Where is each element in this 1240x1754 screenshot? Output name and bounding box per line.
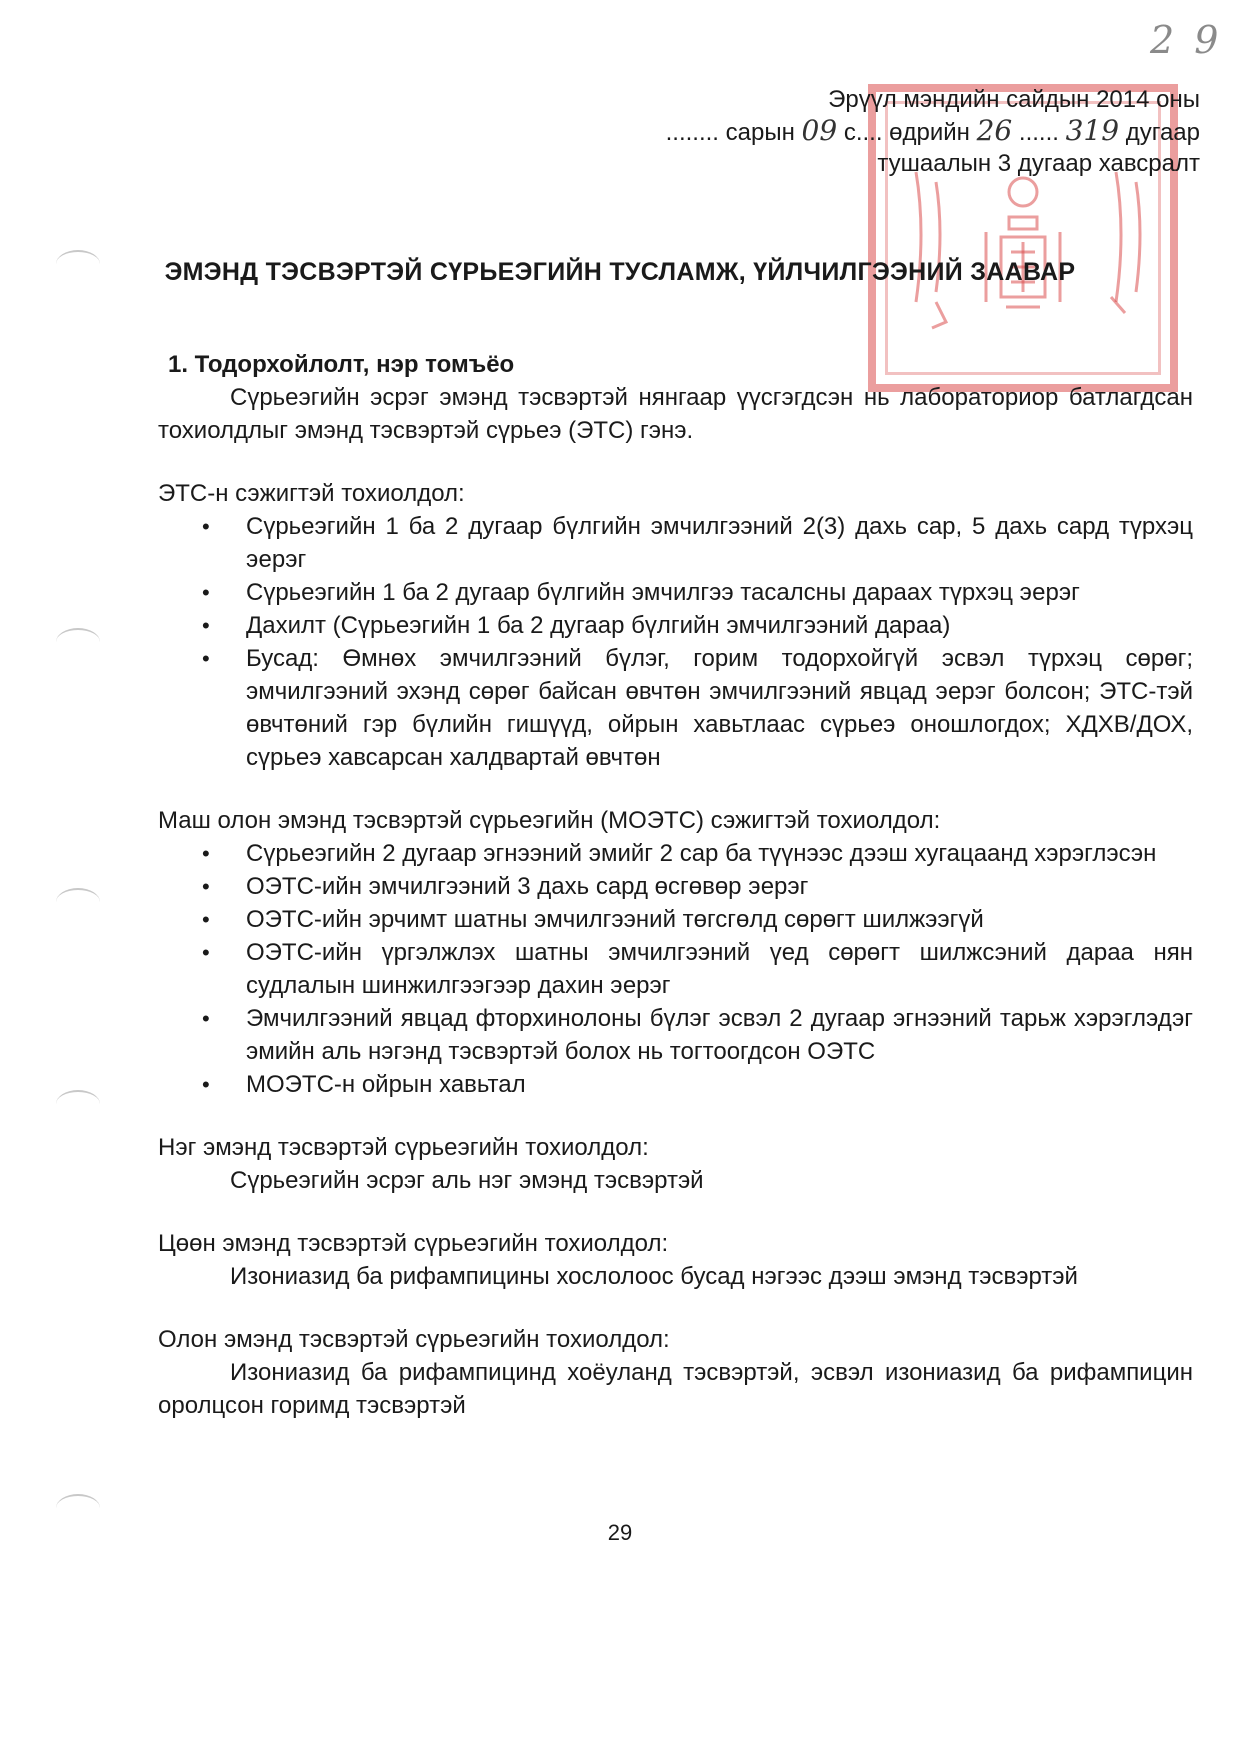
page-number: 29 (607, 1520, 633, 1545)
list-item: • Бусад: Өмнөх эмчилгээний бүлэг, горим тодорхойгүй эсвэл түрхэц сөрөг; эмчилгээний эхэнд сөрөг байсан өвчтөн эмчилгээний явцад эерэг болсон; ЭТС-тэй өвчтөний гэр бүлийн гишүүд, ойрын хавьтлаас сүрьеэ оношлогдох; ХДХВ/ДОХ, сүрьеэ хавсарсан халдвартай өвчтөн (246, 642, 1193, 774)
scan-punch-mark (56, 1494, 100, 1522)
scan-punch-mark (56, 888, 100, 916)
mdr-label: Олон эмэнд тэсвэртэй сүрьеэгийн тохиолдол: (158, 1326, 670, 1353)
list-item: • Сүрьеэгийн 1 ба 2 дугаар бүлгийн эмчилгээ тасалсны дараах түрхэц эерэг (246, 576, 1193, 609)
list-item: • Сүрьеэгийн 1 ба 2 дугаар бүлгийн эмчилгээний 2(3) дахь сар, 5 дахь сард түрхэц эерэг (246, 510, 1193, 576)
list-item: • ОЭТС-ийн эрчимт шатны эмчилгээний төгсгөлд сөрөгт шилжээгүй (246, 903, 1193, 936)
mono-resistant-text: Сүрьеэгийн эсрэг аль нэг эмэнд тэсвэртэй (230, 1167, 704, 1194)
list-item: • Сүрьеэгийн 2 дугаар эгнээний эмийг 2 сар ба түүнээс дээш хугацаанд хэрэглэсэн (246, 837, 1193, 870)
header-number-label: дугаар (1125, 119, 1200, 146)
list-item: • ОЭТС-ийн эмчилгээний 3 дахь сард өсгөвөр эерэг (246, 870, 1193, 903)
handwritten-page-number: 2 9 (1150, 18, 1223, 62)
handwritten-month: 09 (801, 114, 838, 147)
list-item: • Дахилт (Сүрьеэгийн 1 ба 2 дугаар бүлгийн эмчилгээний дараа) (246, 609, 1193, 642)
mdr-text: Изониазид ба рифампицинд хоёуланд тэсвэртэй, эсвэл изониазид ба рифампицин оролцсон горимд тэсвэртэй (158, 1359, 1193, 1419)
scan-punch-mark (56, 1090, 100, 1118)
header-month-dots: ........ сарын (665, 119, 795, 146)
suspected-xdr-list (158, 837, 1193, 1101)
document-title: ЭМЭНД ТЭСВЭРТЭЙ СҮРЬЕЭГИЙН ТУСЛАМЖ, ҮЙЛЧИЛГЭЭНИЙ ЗААВАР (164, 258, 1076, 286)
header-day-label: с.... өдрийн (843, 119, 970, 146)
header-line-2 (600, 115, 1200, 148)
scan-punch-mark (56, 628, 100, 656)
header-line-1: Эрүүл мэндийн сайдын 2014 оны (828, 86, 1200, 113)
suspected-xdr-label: Маш олон эмэнд тэсвэртэй сүрьеэгийн (МОЭТС) сэжигтэй тохиолдол: (158, 807, 941, 834)
header-line-3: тушаалын 3 дугаар хавсралт (877, 150, 1200, 177)
header-number-dots: ...... (1018, 119, 1059, 146)
section-heading: 1. Тодорхойлолт, нэр томъёо (168, 351, 515, 378)
definition-paragraph: Сүрьеэгийн эсрэг эмэнд тэсвэртэй нянгаар үүсгэгдсэн нь лабораториор батлагдсан тохиолдлыг эмэнд тэсвэртэй сүрьеэ (ЭТС) гэнэ. (158, 384, 1193, 444)
list-item: • ОЭТС-ийн үргэлжлэх шатны эмчилгээний үед сөрөгт шилжсэний дараа нян судлалын шинжилгээгээр дахин эерэг (246, 936, 1193, 1002)
document-body (158, 348, 1193, 1422)
order-annex-header (600, 84, 1200, 179)
list-item: • Эмчилгээний явцад фторхинолоны бүлэг эсвэл 2 дугаар эгнээний тарьж хэрэглэдэг эмийн аль нэгэнд тэсвэртэй болох нь тогтоогдсон ОЭТС (246, 1002, 1193, 1068)
handwritten-order-number: 319 (1065, 114, 1120, 147)
poly-resistant-text: Изониазид ба рифампицины хослолоос бусад нэгээс дээш эмэнд тэсвэртэй (230, 1263, 1078, 1290)
suspected-dr-label: ЭТС-н сэжигтэй тохиолдол: (158, 480, 465, 507)
list-item: • МОЭТС-н ойрын хавьтал (246, 1068, 1193, 1101)
scan-punch-mark (56, 250, 100, 278)
mono-resistant-label: Нэг эмэнд тэсвэртэй сүрьеэгийн тохиолдол: (158, 1134, 649, 1161)
poly-resistant-label: Цөөн эмэнд тэсвэртэй сүрьеэгийн тохиолдол: (158, 1230, 669, 1257)
suspected-dr-list (158, 510, 1193, 774)
handwritten-day: 26 (976, 114, 1013, 147)
